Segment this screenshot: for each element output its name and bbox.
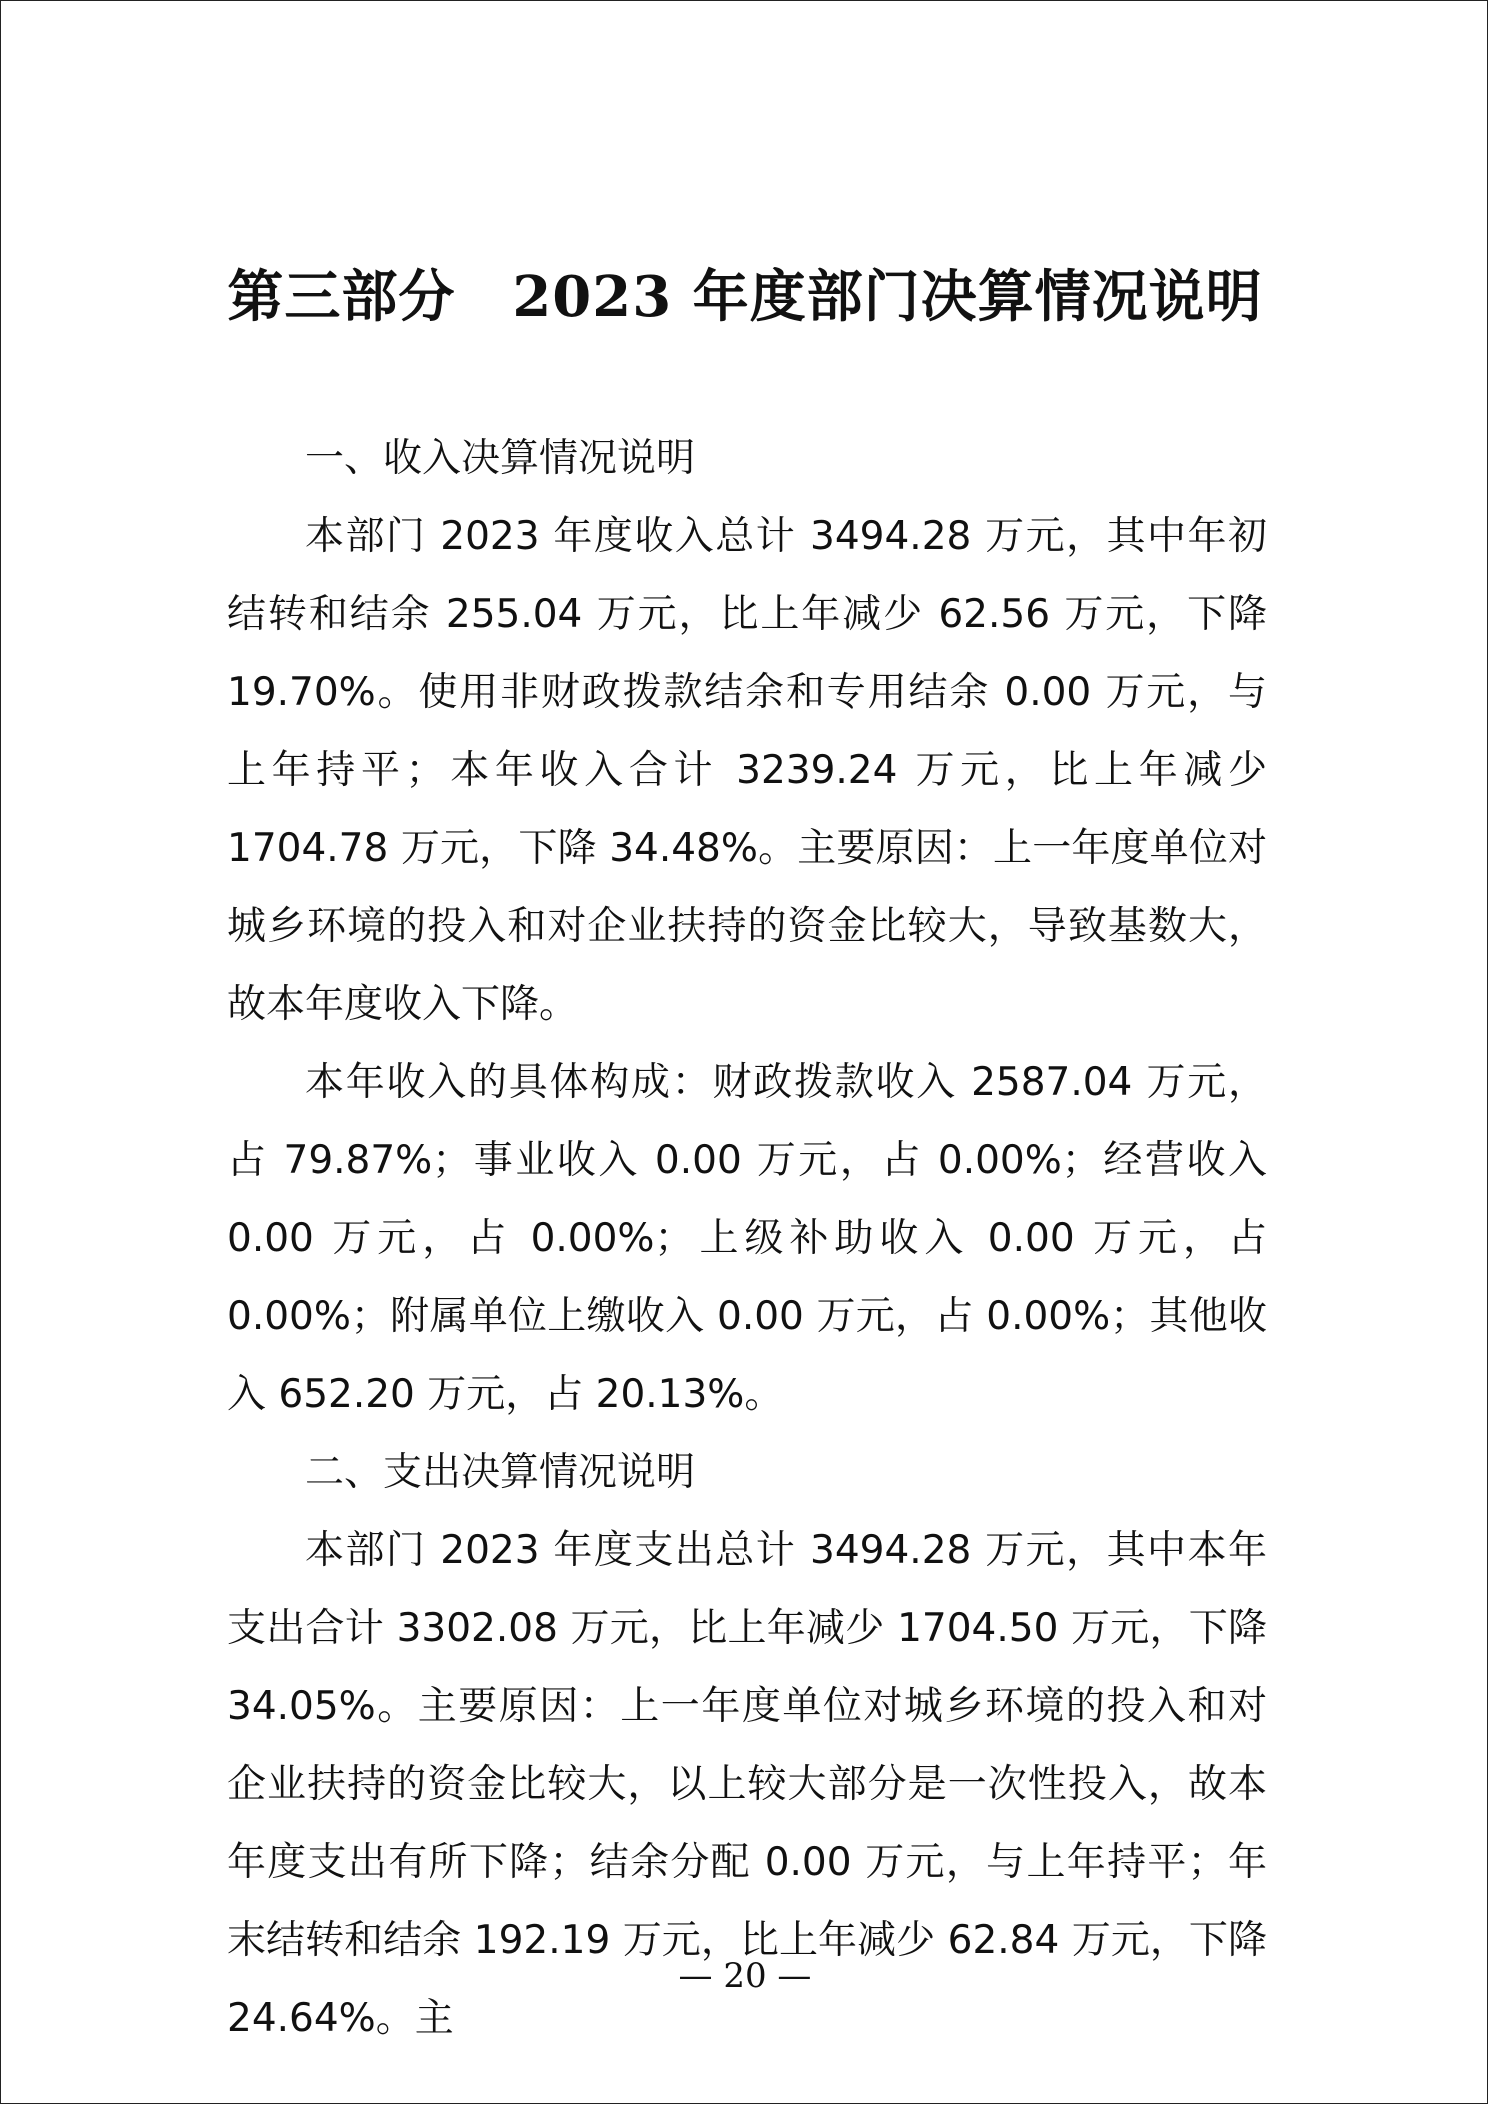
paragraph-income-composition: 本年收入的具体构成：财政拨款收入 2587.04 万元，占 79.87%；事业收入 0.00 万元，占 0.00%；经营收入 0.00 万元，占 0.00%；上级补助收入 0.00 万元，占 0.00%；附属单位上缴收入 0.00 万元，占 0.00%；其他收入 652.20 万元，占 20.13%。 xyxy=(227,1060,1280,1417)
paragraph-income-total: 本部门 2023 年度收入总计 3494.28 万元，其中年初结转和结余 255.04 万元，比上年减少 62.56 万元，下降 19.70%。使用非财政拨款结余和专用结余 0.00 万元，与上年持平；本年收入合计 3239.24 万元，比上年减少 1704.78 万元，下降 34.48%。主要原因：上一年度单位对城乡环境的投入和对企业扶持的资金比较大，导致基数大，故本年度收入下降。 xyxy=(227,514,1280,1027)
page-number: — 20 — xyxy=(678,1956,812,1996)
section-heading-income: 一、收入决算情况说明 xyxy=(305,436,696,481)
document-title: 第三部分 2023 年度部门决算情况说明 xyxy=(227,264,1263,330)
section-heading-expenditure: 二、支出决算情况说明 xyxy=(305,1450,696,1495)
paragraph-expenditure-total: 本部门 2023 年度支出总计 3494.28 万元，其中本年支出合计 3302.08 万元，比上年减少 1704.50 万元，下降 34.05%。主要原因：上一年度单位对城乡环境的投入和对企业扶持的资金比较大，以上较大部分是一次性投入，故本年度支出有所下降；结余分配 0.00 万元，与上年持平；年末结转和结余 192.19 万元，比上年减少 62.84 万元，下降 24.64%。主 xyxy=(227,1528,1280,2041)
document-body xyxy=(227,420,1280,2058)
